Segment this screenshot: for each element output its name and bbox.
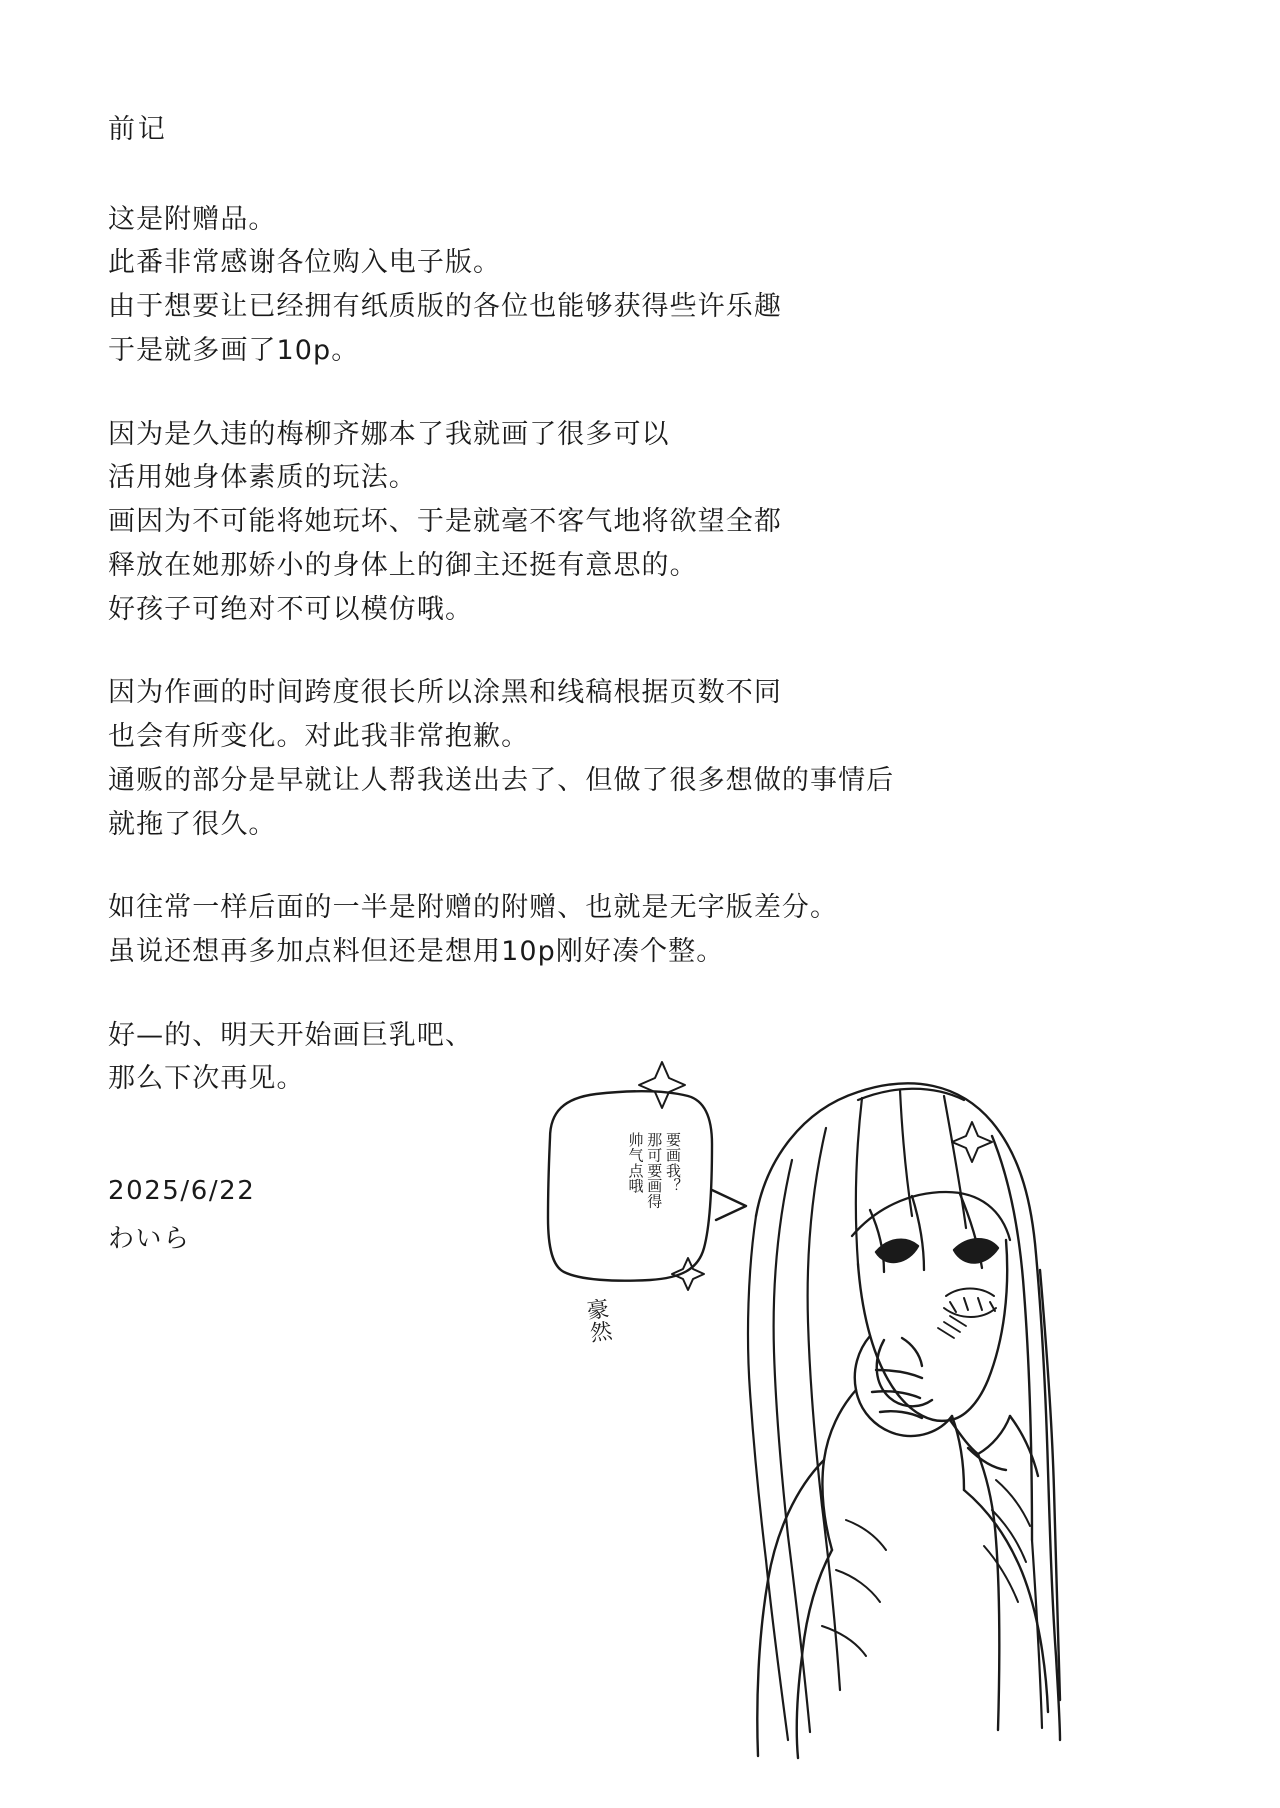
character-illustration — [540, 1040, 1100, 1770]
face — [858, 1240, 1007, 1421]
paragraph-line: 由于想要让已经拥有纸质版的各位也能够获得些许乐趣 — [108, 291, 782, 323]
paragraph-line: 如往常一样后面的一半是附赠的附赠、也就是无字版差分。 — [108, 892, 839, 924]
paragraph-line: 这是附赠品。 — [108, 203, 277, 235]
paragraph-line: 画因为不可能将她玩坏、于是就毫不客气地将欲望全都 — [108, 506, 782, 538]
paragraph-line: 好孩子可绝对不可以模仿哦。 — [108, 593, 474, 625]
paragraph-line: 此番非常感谢各位购入电子版。 — [108, 247, 502, 279]
speech-bubble-column: 要画我？ — [664, 1132, 682, 1194]
paragraph-4 — [108, 886, 1128, 973]
signature-author: わいら — [108, 1224, 191, 1255]
paragraph-line: 就拖了很久。 — [108, 808, 277, 840]
clothing — [757, 1416, 1048, 1758]
paragraph-3 — [108, 671, 1128, 846]
paragraph-line: 那么下次再见。 — [108, 1063, 305, 1095]
paragraph-line: 释放在她那娇小的身体上的御主还挺有意思的。 — [108, 549, 698, 581]
arm — [822, 1390, 964, 1550]
paragraph-line: 好—的、明天开始画巨乳吧、 — [108, 1019, 474, 1051]
blush — [938, 1316, 966, 1338]
paragraph-line: 活用她身体素质的玩法。 — [108, 462, 417, 494]
signature-date: 2025/6/22 — [108, 1176, 256, 1207]
speech-bubble-column: 帅气点哦 — [626, 1132, 645, 1194]
paragraph-line: 于是就多画了10p。 — [108, 334, 360, 366]
paragraph-line: 因为作画的时间跨度很长所以涂黑和线稿根据页数不同 — [108, 677, 782, 709]
paragraph-line: 通贩的部分是早就让人帮我送出去了、但做了很多想做的事情后 — [108, 764, 895, 796]
paragraph-2 — [108, 413, 1128, 632]
paragraph-line: 虽说还想再多加点料但还是想用10p刚好凑个整。 — [108, 936, 725, 968]
eye-detail — [944, 1289, 996, 1318]
sparkle-icon — [639, 1062, 685, 1108]
speech-bubble-column: 那可要画得 — [645, 1132, 664, 1209]
eye-left — [876, 1240, 918, 1262]
page-title: 前记 — [108, 114, 168, 145]
sfx-text: 豪然 — [581, 1296, 614, 1345]
paragraph-1 — [108, 198, 1128, 373]
hair-front — [748, 1089, 966, 1560]
speech-bubble-text — [560, 1132, 680, 1272]
eye-right — [954, 1239, 998, 1262]
paragraph-line: 因为是久违的梅柳齐娜本了我就画了很多可以 — [108, 418, 670, 450]
sparkle-icon — [952, 1122, 992, 1162]
paragraph-line: 也会有所变化。对此我非常抱歉。 — [108, 721, 530, 753]
